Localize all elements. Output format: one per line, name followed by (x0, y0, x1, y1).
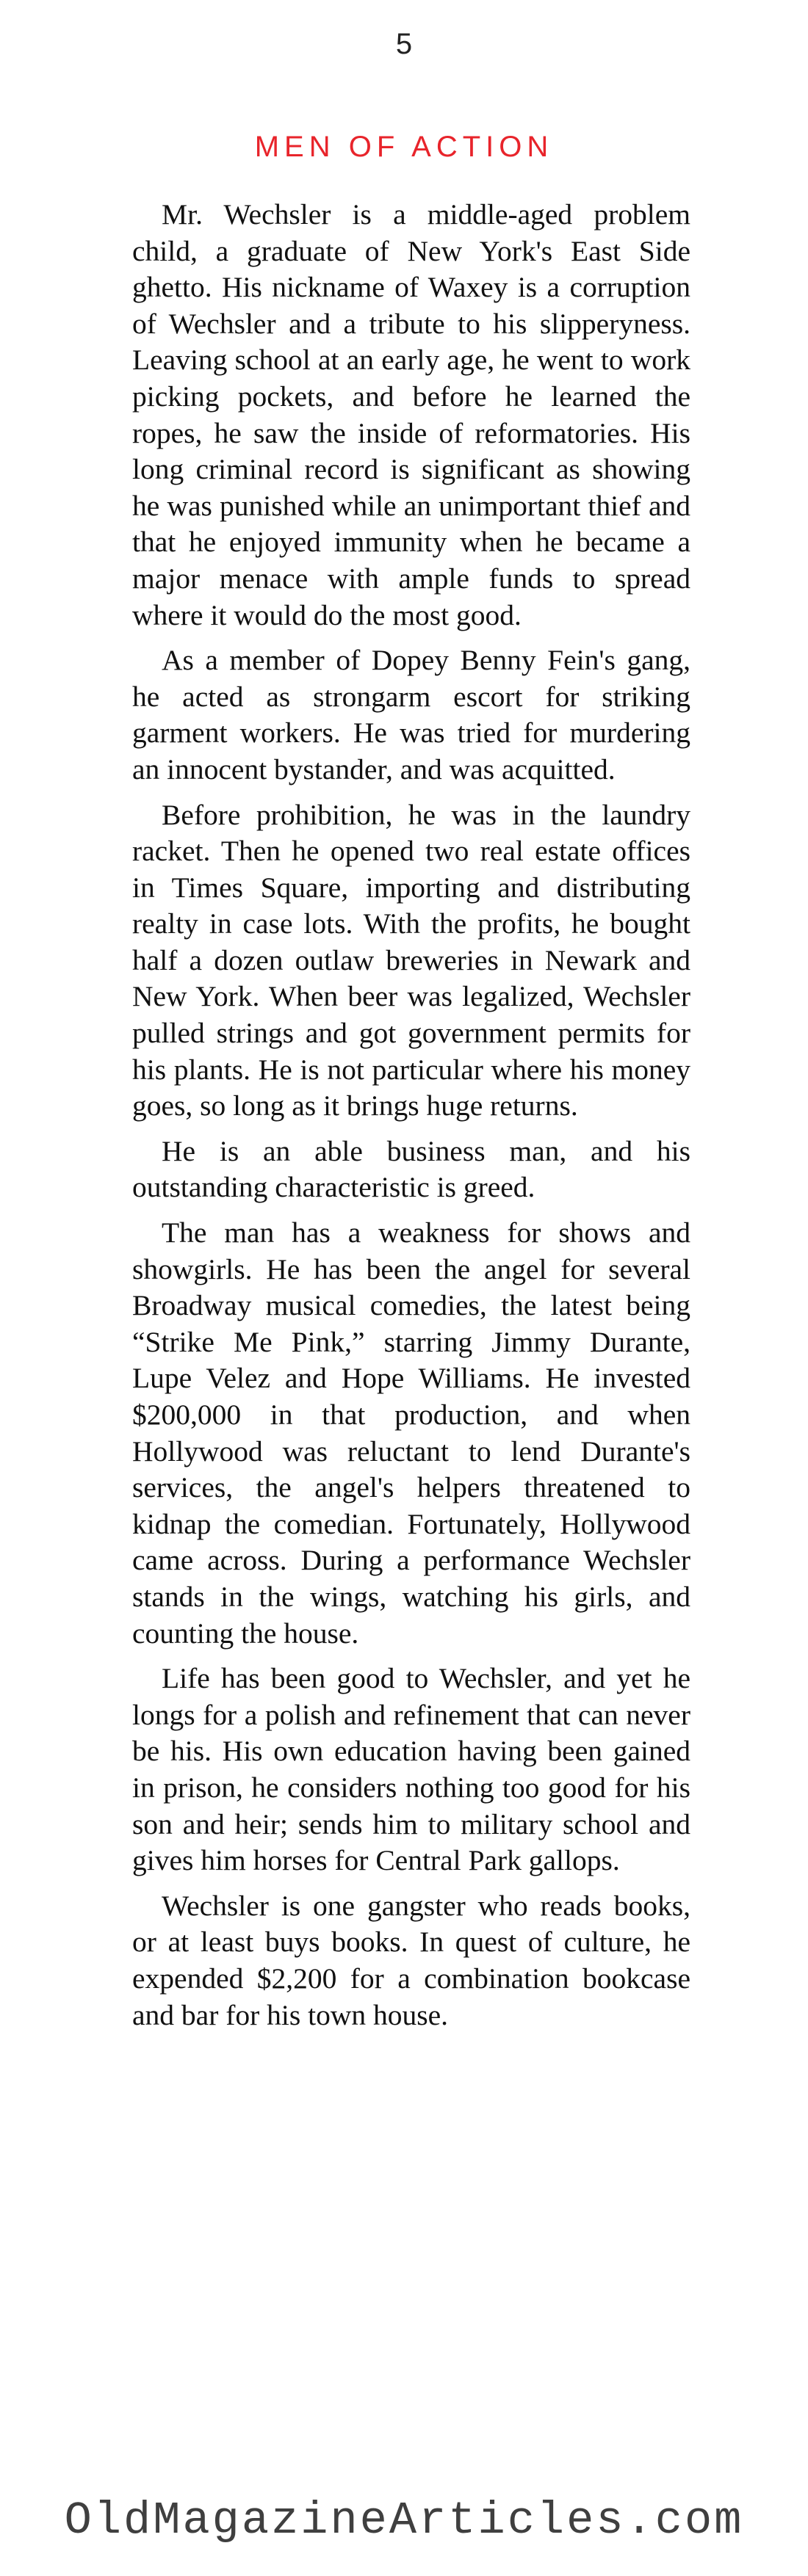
article-paragraph: He is an able business man, and his outstanding characteristic is greed. (132, 1134, 690, 1204)
article-paragraph: The man has a weakness for shows and showgirls. He has been the angel for several Broadway musical comedies, the latest being “Strike Me Pink,” starring Jimmy Durante, Lupe Velez and Hope Williams. He invested $200,000 in that production, and when Hollywood was reluctant to lend Durante's services, the angel's helpers threatened to kidnap the comedian. Fortunately, Hollywood came across. During a performance Wechsler stands in the wings, watching his girls, and counting the house. (132, 1216, 690, 1650)
article-paragraph: Wechsler is one gangster who reads books, or at least buys books. In quest of culture, he expended $2,200 for a combination bookcase and bar for his town house. (132, 1889, 690, 2031)
article-paragraph: Mr. Wechsler is a middle-aged problem child, a graduate of New York's East Side ghetto. His nickname of Waxey is a corruption of Wechsler and a tribute to his slipperyness. Leaving school at an early age, he went to work picking pockets, and before he learned the ropes, he saw the inside of reformatories. His long criminal record is significant as showing he was punished while an unimportant thief and that he enjoyed immunity when he became a major menace with ample funds to spread where it would do the most good. (132, 198, 690, 631)
page-number: 5 (395, 28, 413, 60)
article-body (132, 197, 690, 2042)
section-title: MEN OF ACTION (254, 131, 554, 163)
article-paragraph: As a member of Dopey Benny Fein's gang, he acted as strongarm escort for striking garment workers. He was tried for murdering an innocent bystander, and was acquitted. (132, 644, 690, 786)
article-paragraph: Before prohibition, he was in the laundry racket. Then he opened two real estate offices in Times Square, importing and distributing realty in case lots. With the profits, he bought half a dozen outlaw breweries in Newark and New York. When beer was legalized, Wechsler pulled strings and got government permits for his plants. He is not particular where his money goes, so long as it brings huge returns. (132, 798, 690, 1122)
article-paragraph: Life has been good to Wechsler, and yet he longs for a polish and refinement that can never be his. His own education having been gained in prison, he considers nothing too good for his son and heir; sends him to military school and gives him horses for Central Park gallops. (132, 1662, 690, 1877)
site-watermark: OldMagazineArticles.com (64, 2495, 744, 2547)
